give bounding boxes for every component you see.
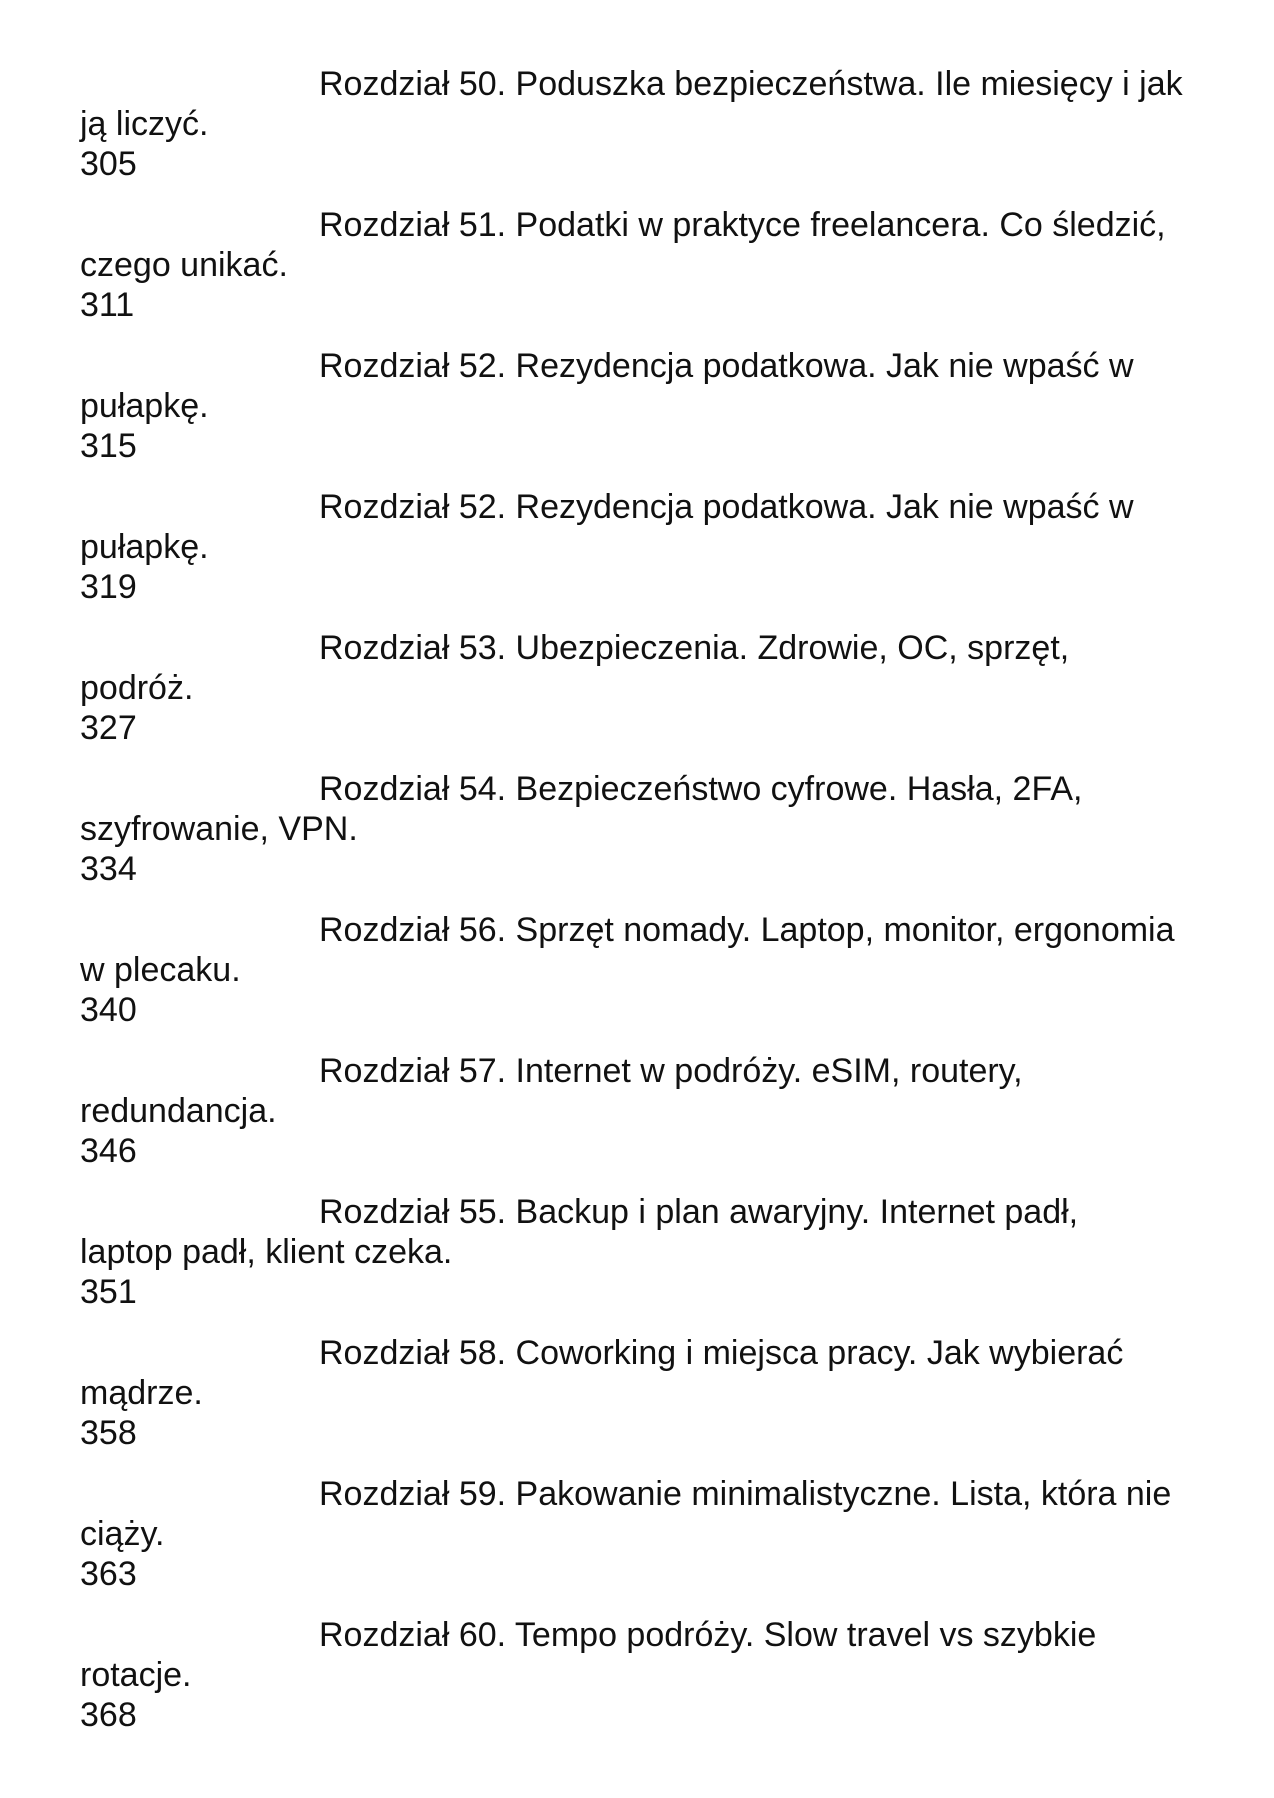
toc-entry-ch51[interactable]	[80, 205, 1220, 325]
toc-entry-ch55[interactable]	[80, 1192, 1220, 1312]
toc-entry-title-continued: pułapkę.	[80, 387, 209, 425]
toc-entry-ch56[interactable]	[80, 910, 1220, 1030]
toc-page-number: 334	[80, 850, 137, 888]
toc-entry-title-continued: mądrze.	[80, 1374, 203, 1412]
toc-entry-ch53[interactable]	[80, 628, 1220, 748]
toc-entry-ch60[interactable]	[80, 1615, 1220, 1735]
toc-entry-title-continued: ciąży.	[80, 1515, 165, 1553]
toc-entry-title-continued: pułapkę.	[80, 528, 209, 566]
toc-entry-title-continued: redundancja.	[80, 1092, 277, 1130]
toc-entry-ch50[interactable]	[80, 64, 1220, 184]
toc-entry-title: Rozdział 53. Ubezpieczenia. Zdrowie, OC, sprzęt,	[319, 629, 1070, 667]
toc-entry-ch54[interactable]	[80, 769, 1220, 889]
toc-page-number: 327	[80, 709, 137, 747]
toc-entry-title-continued: podróż.	[80, 669, 194, 707]
toc-page-number: 340	[80, 991, 137, 1029]
toc-entry-title: Rozdział 52. Rezydencja podatkowa. Jak nie wpaść w	[319, 347, 1134, 385]
toc-entry-ch58[interactable]	[80, 1333, 1220, 1453]
toc-entry-title-continued: laptop padł, klient czeka.	[80, 1233, 453, 1271]
toc-entry-ch59[interactable]	[80, 1474, 1220, 1594]
toc-entry-title: Rozdział 59. Pakowanie minimalistyczne. Lista, która nie	[319, 1475, 1172, 1513]
toc-entry-ch57[interactable]	[80, 1051, 1220, 1171]
toc-page-number: 305	[80, 145, 137, 183]
toc-entry-ch52-duplicate[interactable]	[80, 487, 1220, 607]
toc-entry-title-continued: szyfrowanie, VPN.	[80, 810, 358, 848]
toc-entry-title-continued: w plecaku.	[80, 951, 241, 989]
toc-page-number: 346	[80, 1132, 137, 1170]
toc-entry-title: Rozdział 58. Coworking i miejsca pracy. Jak wybierać	[319, 1334, 1124, 1372]
toc-entry-title-continued: rotacje.	[80, 1656, 192, 1694]
toc-page-number: 351	[80, 1273, 137, 1311]
toc-entry-title: Rozdział 52. Rezydencja podatkowa. Jak nie wpaść w	[319, 488, 1134, 526]
toc-entry-title: Rozdział 50. Poduszka bezpieczeństwa. Ile miesięcy i jak	[319, 65, 1183, 103]
toc-entry-title-continued: ją liczyć.	[80, 105, 209, 143]
toc-entry-title: Rozdział 56. Sprzęt nomady. Laptop, monitor, ergonomia	[319, 911, 1175, 949]
toc-page-number: 315	[80, 427, 137, 465]
toc-entry-ch52[interactable]	[80, 346, 1220, 466]
toc-page-number: 368	[80, 1696, 137, 1734]
toc-page-number: 363	[80, 1555, 137, 1593]
toc-page-number: 358	[80, 1414, 137, 1452]
toc-page-number: 319	[80, 568, 137, 606]
toc-entry-title: Rozdział 51. Podatki w praktyce freelancera. Co śledzić,	[319, 206, 1166, 244]
toc-entry-title: Rozdział 55. Backup i plan awaryjny. Internet padł,	[319, 1193, 1079, 1231]
toc-page-number: 311	[80, 286, 135, 324]
toc-entry-title: Rozdział 54. Bezpieczeństwo cyfrowe. Hasła, 2FA,	[319, 770, 1083, 808]
table-of-contents	[80, 64, 1220, 1756]
toc-entry-title-continued: czego unikać.	[80, 246, 288, 284]
toc-entry-title: Rozdział 60. Tempo podróży. Slow travel vs szybkie	[319, 1616, 1097, 1654]
toc-entry-title: Rozdział 57. Internet w podróży. eSIM, routery,	[319, 1052, 1023, 1090]
